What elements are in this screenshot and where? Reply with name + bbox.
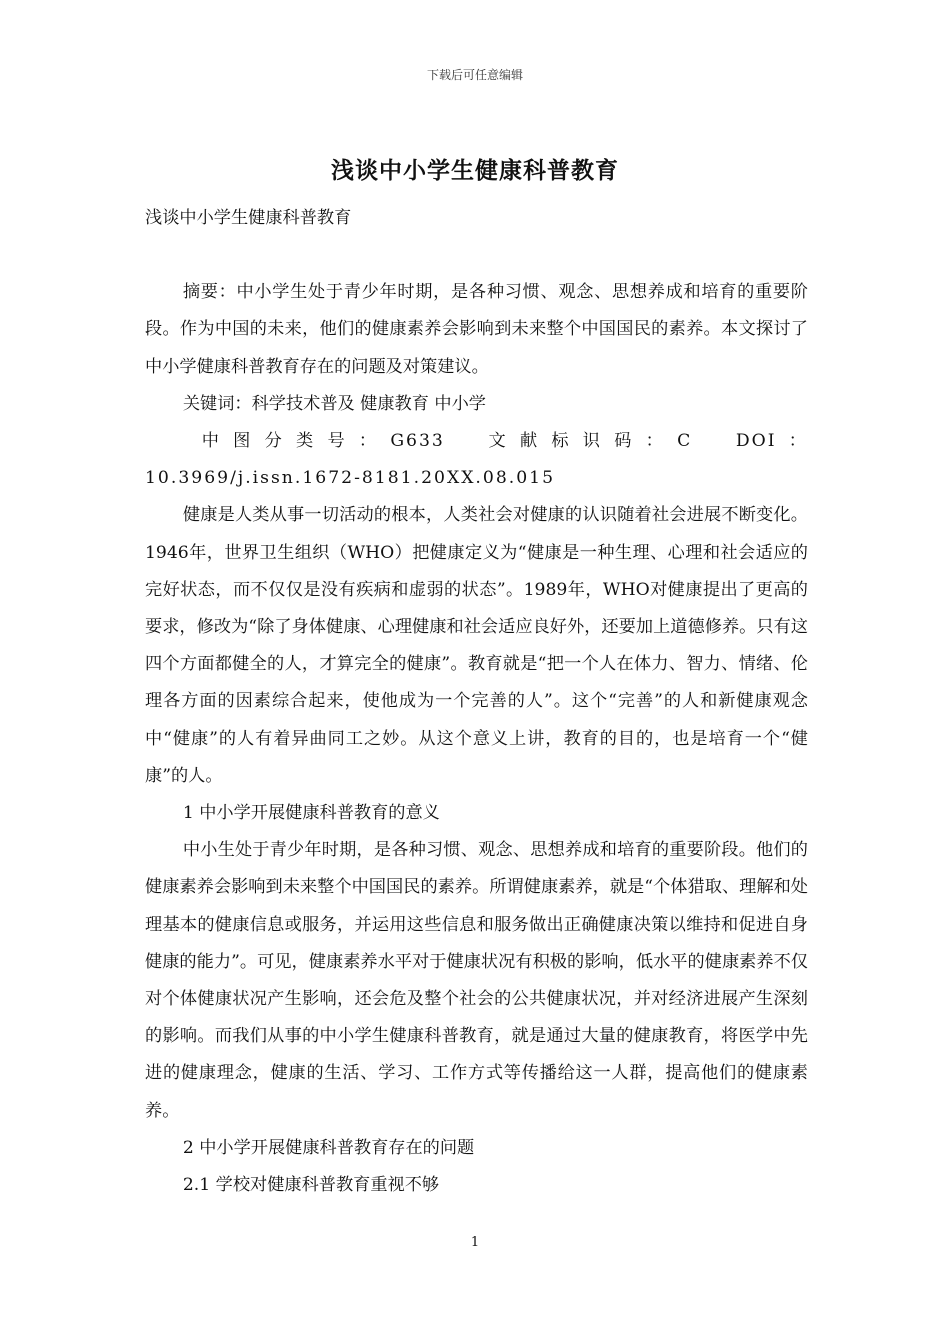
subsection-heading-2-1: 2.1 学校对健康科普教育重视不够 (182, 1175, 440, 1196)
body-paragraph-2: 中小生处于青少年时期，是各种习惯、观念、思想养成和培育的重要阶段。他们的健康素养会影响到未来整个中国国民的素养。所谓健康素养，就是“个体猎取、理解和处理基本的健康信息或服务，并运用这些信息和服务做出正确健康决策以维持和促进自身健康的能力”。可见，健康素养水平对于健康状况有积极的影响，低水平的健康素养不仅对个体健康状况产生影响，还会危及整个社会的公共健康状况，并对经济进展产生深刻的影响。而我们从事的中小学生健康科普教育，就是通过大量的健康教育，将医学中先进的健康理念，健康的生活、学习、工作方式等传播给这一人群，提高他们的健康素养。 (145, 840, 808, 1121)
abstract-paragraph: 摘要：中小学生处于青少年时期，是各种习惯、观念、思想养成和培育的重要阶段。作为中国的未来，他们的健康素养会影响到未来整个中国国民的素养。本文探讨了中小学健康科普教育存在的问题及对策建议。 (145, 282, 808, 377)
page-number: 1 (470, 1235, 480, 1250)
document-title: 浅谈中小学生健康科普教育 (331, 158, 619, 184)
section-heading-1: 1 中小学开展健康科普教育的意义 (182, 803, 440, 824)
section-heading-2: 2 中小学开展健康科普教育存在的问题 (182, 1137, 475, 1158)
document-body (145, 200, 808, 1204)
classification-line: 中图分类号：G633 文献标识码：C DOI：10.3969/j.issn.1672-8181.20XX.08.015 (145, 431, 808, 489)
page-header: 下载后可任意编辑 (426, 68, 523, 82)
body-paragraph-1: 健康是人类从事一切活动的根本，人类社会对健康的认识随着社会进展不断变化。1946年，世界卫生组织（WHO）把健康定义为“健康是一种生理、心理和社会适应的完好状态，而不仅仅是没有疾病和虚弱的状态”。1989年，WHO对健康提出了更高的要求，修改为“除了身体健康、心理健康和社会适应良好外，还要加上道德修养。只有这四个方面都健全的人，才算完全的健康”。教育就是“把一个人在体力、智力、情绪、伦理各方面的因素综合起来，使他成为一个完善的人”。这个“完善”的人和新健康观念中“健康”的人有着异曲同工之妙。从这个意义上讲，教育的目的，也是培育一个“健康”的人。 (145, 505, 808, 786)
blank-line (145, 237, 808, 274)
keywords-line: 关键词：科学技术普及 健康教育 中小学 (182, 393, 486, 414)
document-subtitle: 浅谈中小学生健康科普教育 (145, 208, 352, 228)
